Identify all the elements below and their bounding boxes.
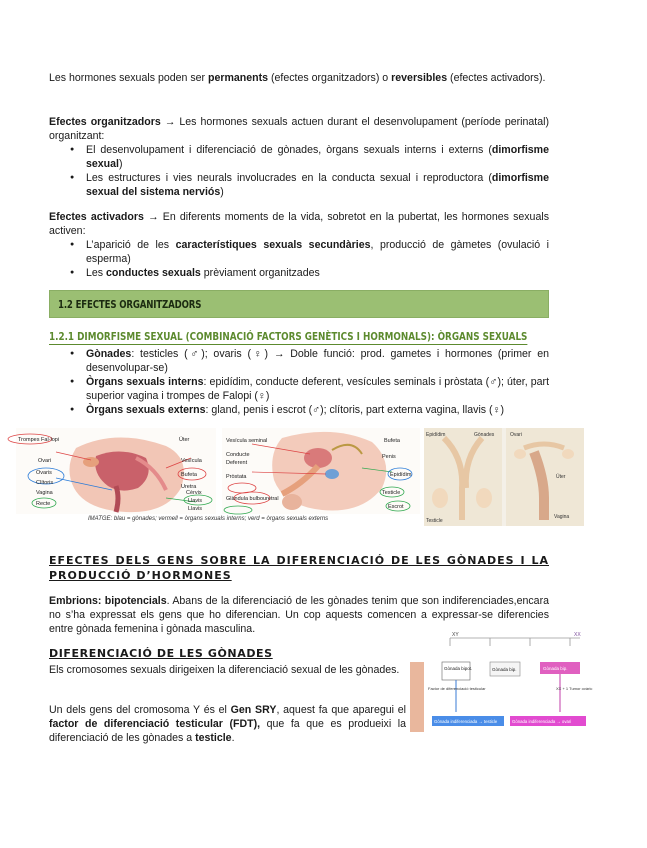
figure-label: Vagina bbox=[554, 514, 570, 520]
figure-label: Gònades bbox=[474, 432, 495, 438]
cromosomes-paragraph: Els cromosomes sexuals dirigeixen la diferenciació sexual de les gònades. bbox=[49, 664, 400, 676]
list-item: ● Òrgans sexuals externs: gland, penis i escrot (♂); clítoris, part externa vagina, llavis (♀) bbox=[49, 403, 549, 417]
figure-label: Escrot bbox=[388, 504, 404, 510]
embrions-paragraph: Embrions: bipotencials. Abans de la diferenciació de les gònades tenim que son indiferenciades,encara no s’ha expressat els gens que ho diferencian. Un cop aquests comencen a expressar-se diferencies entre gònada femenina i gònada masculina. bbox=[49, 595, 549, 635]
diff-heading: DIFERENCIACIÓ DE LES GÒNADES bbox=[49, 647, 273, 660]
figure-label: Úter bbox=[179, 437, 190, 443]
figure-label: Deferent bbox=[226, 460, 248, 466]
genes-heading: EFECTES DELS GENS SOBRE LA DIFERENCIACIÓ DE LES GÒNADES I LA PRODUCCIÓ D’HORMONES bbox=[49, 554, 549, 582]
diagram-label: Gònada bipot. bbox=[444, 666, 473, 671]
female-anatomy-figure bbox=[16, 428, 216, 514]
organs-block bbox=[49, 347, 549, 417]
gonad-differentiation-diagram bbox=[410, 632, 593, 736]
figure-label: Bufeta bbox=[181, 472, 197, 478]
list-item: ● Gònades: testicles (♂); ovaris (♀) → Doble funció: prod. gametes i hormones (primer en desenvolupar-se) bbox=[49, 347, 549, 375]
section-title: 1.2 EFECTES ORGANITZADORS bbox=[58, 299, 202, 311]
reproductive-ducts-figure bbox=[424, 428, 584, 526]
figure-label: Pròstata bbox=[226, 474, 247, 480]
figure-label: Glàndula bulbouretral bbox=[226, 496, 279, 502]
subsection-heading: 1.2.1 DIMORFISME SEXUAL (COMBINACIÓ FACTORS GENÈTICS I HORMONALS): ÒRGANS SEXUALS bbox=[49, 330, 528, 343]
sry-paragraph: Un dels gens del cromosoma Y és el Gen SRY, aquest fa que aparegui el factor de diferenciació testicular (FDT), que fa que es produeixi la diferenciació de les gònades a testicle. bbox=[49, 704, 406, 744]
figure-label: Clítoris bbox=[36, 480, 54, 486]
figure-label: Testicle bbox=[426, 518, 443, 524]
diagram-label: Gònada bip. bbox=[492, 667, 517, 672]
figure-label: Cèrvix bbox=[186, 490, 202, 496]
diagram-label: XY bbox=[452, 632, 459, 638]
diagram-label: Gònada indiferenciada → testicle bbox=[434, 719, 498, 724]
list-item: ● Les conductes sexuals prèviament organitzades bbox=[49, 266, 549, 280]
organs-list bbox=[49, 347, 549, 417]
list-item: ● L’aparició de les característiques sexuals secundàries, producció de gàmetes (ovulació i esperma) bbox=[49, 238, 549, 266]
figure-caption: IMATGE: blau = gònades; vermell = òrgans sexuals interns; verd = òrgans sexuals externs bbox=[88, 516, 329, 522]
figure-label: Úter bbox=[556, 474, 566, 480]
figure-label: Uretra bbox=[181, 484, 197, 490]
diagram-label: XX + 1 Tumor ovàric bbox=[556, 686, 593, 691]
list-item: ● Òrgans sexuals interns: epidídim, conducte deferent, vesícules seminals i pròstata (♂); úter, part superior vagina i trompes de Falopi (♀) bbox=[49, 375, 549, 403]
intro-paragraph: Les hormones sexuals poden ser permanents (efectes organitzadors) o reversibles (efectes activadors). bbox=[49, 72, 546, 84]
figure-label: Epidídim bbox=[426, 432, 446, 438]
figure-label: Penis bbox=[382, 454, 396, 460]
list-item: ● El desenvolupament i diferenciació de gònades, òrgans sexuals interns i externs (dimorfisme sexual) bbox=[49, 143, 549, 171]
activadors-list bbox=[49, 238, 549, 280]
figure-label: Ovari bbox=[510, 432, 522, 438]
figure-label: Trompes Fal·lopi bbox=[18, 437, 60, 443]
organitzadors-intro: Efectes organitzadors → Les hormones sexuals actuen durant el desenvolupament (període perinatal) organitzant: bbox=[49, 116, 549, 142]
section-banner bbox=[49, 290, 549, 318]
organitzadors-list bbox=[49, 143, 549, 199]
figure-label: Epidídim bbox=[390, 472, 412, 478]
figure-label: Bufeta bbox=[384, 438, 400, 444]
list-item: ● Les estructures i vies neurals involucrades en la conducta sexual i reproductora (dimorfisme sexual del sistema nerviós) bbox=[49, 171, 549, 199]
figure-label: Ovari bbox=[38, 458, 52, 464]
reproductive-ducts-illustration bbox=[424, 428, 584, 526]
figure-label: Conducte bbox=[226, 452, 250, 458]
female-anatomy-illustration bbox=[16, 428, 216, 514]
figure-label: Vagina bbox=[36, 490, 53, 496]
figure-label: Vesícula bbox=[181, 458, 202, 464]
figure-label: Vesícula seminal bbox=[226, 438, 268, 444]
gonad-diagram-illustration bbox=[410, 632, 593, 736]
male-anatomy-figure bbox=[222, 428, 420, 514]
activadors-block bbox=[49, 210, 549, 280]
diagram-label: Gònada bip. bbox=[543, 666, 568, 671]
diagram-label: Gònada indiferenciada → ovari bbox=[512, 719, 572, 724]
organitzadors-block bbox=[49, 115, 549, 199]
figure-label: Testicle bbox=[382, 490, 401, 496]
male-anatomy-illustration bbox=[222, 428, 420, 514]
figure-label: Ovaris bbox=[36, 470, 52, 476]
diagram-label: Factor de diferenciació testicular bbox=[428, 686, 486, 691]
diagram-label: XX bbox=[574, 632, 581, 638]
figure-label: Recte bbox=[36, 501, 51, 507]
figure-label: Llavis bbox=[188, 506, 203, 512]
activadors-intro: Efectes activadors → En diferents moments de la vida, sobretot en la pubertat, les hormones sexuals activen: bbox=[49, 211, 549, 237]
figure-label: Llavis bbox=[188, 498, 203, 504]
